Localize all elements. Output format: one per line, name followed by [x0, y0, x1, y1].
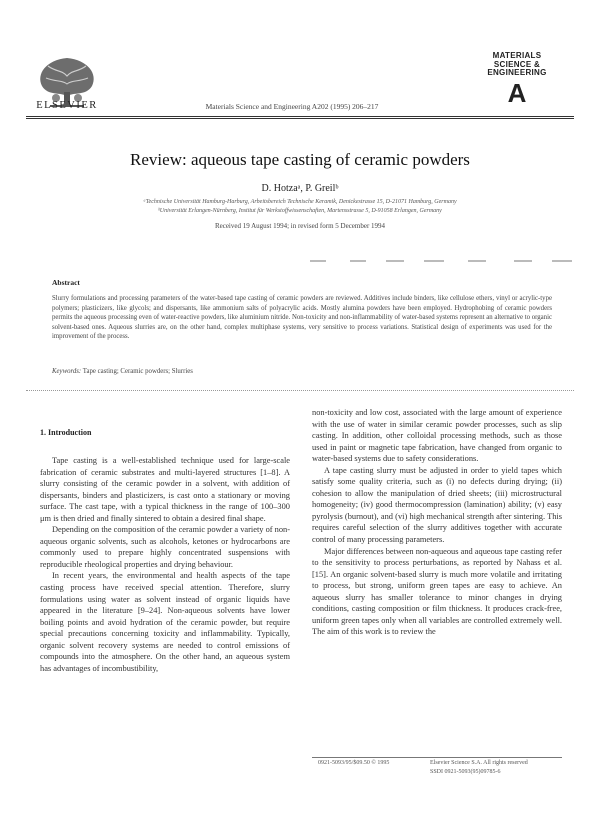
footer-copyright: Elsevier Science S.A. All rights reserved — [430, 760, 528, 766]
brand-line-3: ENGINEERING — [487, 68, 547, 77]
keywords-text: Tape casting; Ceramic powders; Slurries — [82, 368, 193, 375]
keywords — [52, 368, 552, 375]
publisher-name: ELSEVIER — [36, 100, 98, 111]
footer-issn-code: 0921-5093/95/$09.50 © 1995 — [318, 760, 390, 766]
section-heading-introduction: 1. Introduction — [40, 428, 92, 437]
paragraph: Tape casting is a well-established technique used for large-scale fabrication of ceramic substrates and multi-layered structures [1–8]. A slurry consisting of the ceramic powder in a solvent, with addition of dispersants, binders and plasticizers, is cast onto a stationary or moving surface. The cast tape, with a typical thickness in the range of 100–300 μm is then dried and finally sintered to obtain a desired final shape. — [40, 456, 290, 523]
body-column-left — [40, 455, 290, 674]
keywords-label: Keywords: — [52, 368, 82, 375]
footer-ssdi: SSDI 0921-5093(95)09785-6 — [430, 769, 501, 775]
journal-brand-logo — [468, 52, 566, 110]
brand-line-1: MATERIALS — [492, 51, 542, 60]
paragraph: Depending on the composition of the ceramic powder a variety of non-aqueous organic solvents, such as alcohols, ketones or hydrocarbons are commonly used to prepare highly concentrated suspensions with reproducible rheological properties and drying behaviour. — [40, 525, 290, 569]
paragraph: In recent years, the environmental and health aspects of the tape casting process have received special attention. Therefore, slurry formulations using water as solvent instead of organic liquids have appeared in the literature [9–24]. Non-aqueous solvents have lower boiling points and avoid hydration of the ceramic powder, but require special precautions concerning toxicity and inflammability. Typically, organic solvent recovery systems are needed to control emissions of compounds into the atmosphere. On the other hand, an aqueous system has advantages of incombustibility, — [40, 571, 290, 673]
journal-reference: Materials Science and Engineering A202 (1995) 206–217 — [205, 102, 379, 111]
paragraph: Major differences between non-aqueous and aqueous tape casting refer to the sensitivity to process perturbations, as reported by Nahass et al. [15]. An organic solvent-based slurry is much more volatile and irritating to process, but strong, uniform green tapes are easy to achieve. An aqueous slurry has smaller tolerance to minor changes in drying conditions, casting composition or film thickness. It produces crack-free, uniform green tapes only when all variables are controlled extremely well. The aim of this work is to review the — [312, 546, 562, 637]
article-authors: D. Hotzaᵃ, P. Greilᵇ — [261, 183, 339, 194]
abstract-heading: Abstract — [52, 278, 80, 287]
abstract-text: Slurry formulations and processing parameters of the water-based tape casting of ceramic powders are reviewed. Additives include binders, like cellulose ethers, vinyl or acrylic-type polymers; plasticizers, like glycols; and dispersants, like ammonium salts of polyacrylic acids. Mostly alumina powders have been employed. Hydrophobing of ceramic powders permits the aqueous processing even of water-reactive powders, like aluminium nitride. Non-toxicity and non-inflammability of water-based systems represent an alternative to organic solvent-based ones. Aqueous slurries are, on the other hand, complex multiphase systems, very sensitive to process variations. Statistical design of experiments was used for the improvement of the process. — [52, 295, 552, 340]
header-rule — [26, 116, 574, 117]
paragraph: A tape casting slurry must be adjusted in order to yield tapes which satisfy some quality criteria, such as (i) no defects during drying; (ii) cohesion to allow the manipulation of dried sheets; (iii) microstructural homogeneity; (iv) good thermocompression (lamination) ability; (v) easy pyrolysis (burnout), and (vi) high mechanical strength after sintering. This requires careful selection of the slurry additives together with accurate control of many processing parameters. — [312, 465, 562, 545]
header-rule-secondary — [26, 118, 574, 119]
article-title: Review: aqueous tape casting of ceramic powders — [130, 150, 470, 169]
affiliation-a: ᵃTechnische Universität Hamburg-Harburg, Arbeitsbereich Technische Keramik, Denickestrasse 15, D-21071 Hamburg, Germany — [143, 199, 457, 205]
decorative-dash-rule — [26, 258, 574, 264]
body-column-right — [312, 407, 562, 638]
body-separator — [26, 390, 574, 391]
affiliation-b: ᵇUniversität Erlangen-Nürnberg, Institut für Werkstoffwissenschaften, Martensstrasse 5, D-91058 Erlangen, Germany — [158, 208, 442, 214]
brand-line-2: SCIENCE & — [493, 59, 541, 69]
journal-brand-text — [468, 52, 566, 78]
received-dates: Received 19 August 1994; in revised form 5 December 1994 — [214, 222, 386, 230]
paragraph: non-toxicity and low cost, associated with the large amount of experience with the use of water in similar ceramic powder processes, such as slip casting. In addition, other colloidal processing methods, such as those used in paint or magnetic tape fabrication, have changed from organic to water-based systems due to safety considerations. — [312, 408, 562, 464]
footer-rule — [312, 757, 562, 758]
journal-section-letter: A — [507, 78, 527, 108]
